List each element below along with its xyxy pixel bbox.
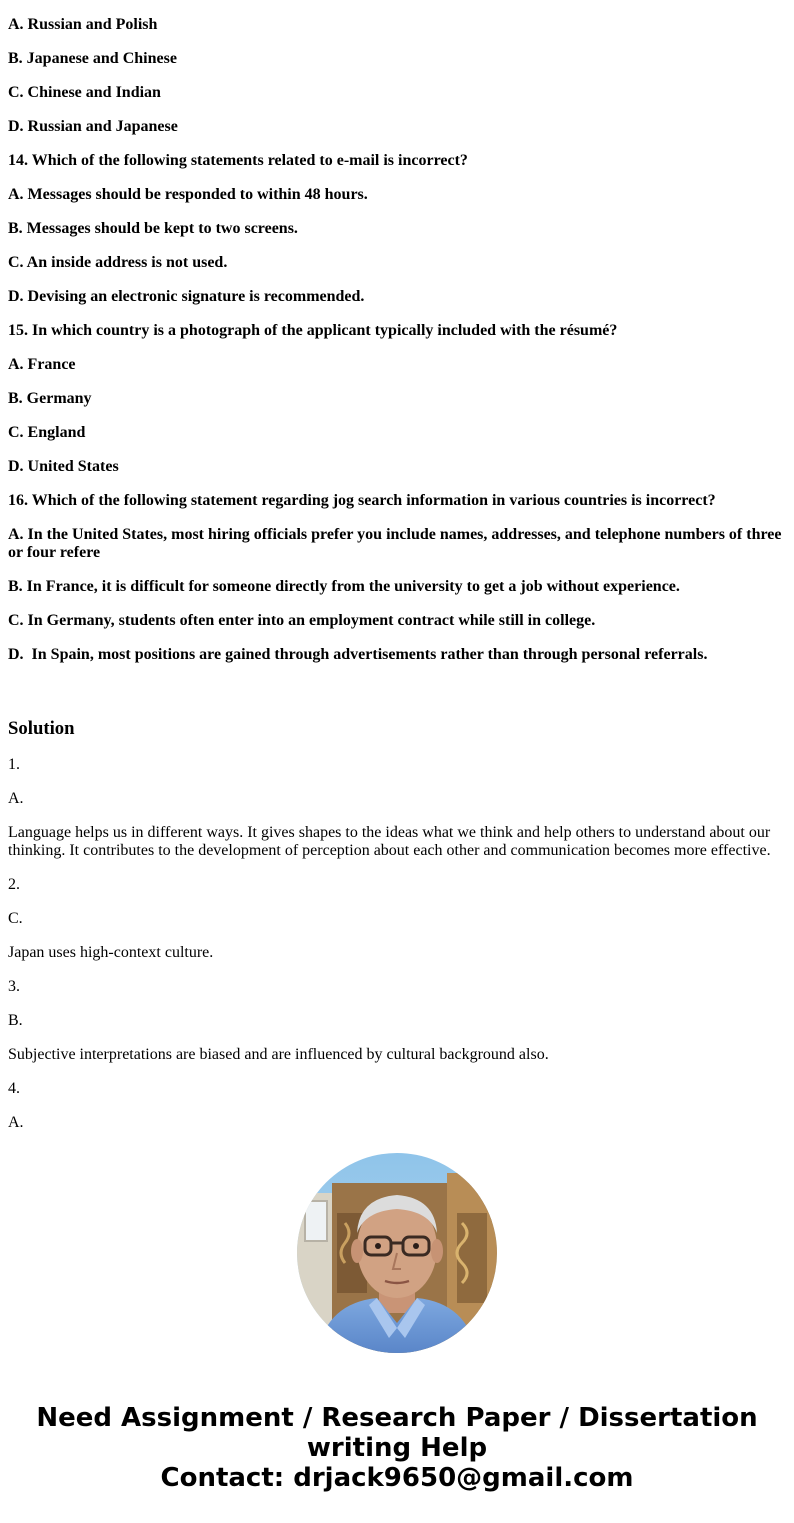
solution-line: 3. xyxy=(8,978,20,995)
question-line: D. In Spain, most positions are gained through advertisements rather than through personal referrals. xyxy=(8,646,708,663)
question-line: 14. Which of the following statements related to e-mail is incorrect? xyxy=(8,152,468,169)
question-line: A. Messages should be responded to within 48 hours. xyxy=(8,186,368,203)
question-line: 16. Which of the following statement regarding jog search information in various countries is incorrect? xyxy=(8,492,716,509)
solution-line: A. xyxy=(8,1114,24,1128)
solution-line: C. xyxy=(8,910,23,927)
document-body xyxy=(8,0,786,1128)
question-line: B. Messages should be kept to two screens. xyxy=(8,220,298,237)
solution-line: 2. xyxy=(8,876,20,893)
question-line: A. France xyxy=(8,356,76,373)
question-line: 15. In which country is a photograph of the applicant typically included with the résumé? xyxy=(8,322,618,339)
solution-line: Subjective interpretations are biased and are influenced by cultural background also. xyxy=(8,1046,549,1063)
author-portrait-illustration xyxy=(297,1153,497,1353)
solution-line: Japan uses high-context culture. xyxy=(8,944,214,961)
question-line: B. Germany xyxy=(8,390,92,407)
question-line: B. Japanese and Chinese xyxy=(8,50,177,67)
question-list xyxy=(8,16,786,664)
solution-line: A. xyxy=(8,790,24,807)
question-line: C. England xyxy=(8,424,86,441)
solution-heading: Solution xyxy=(8,718,75,739)
question-line: B. In France, it is difficult for someone directly from the university to get a job without experience. xyxy=(8,578,680,595)
author-avatar xyxy=(297,1153,497,1353)
question-line: A. In the United States, most hiring officials prefer you include names, addresses, and telephone numbers of three or four refere xyxy=(8,526,786,561)
solution-line: 1. xyxy=(8,756,20,773)
promo-line-1: Need Assignment / Research Paper / Dissertation xyxy=(36,1403,758,1433)
solution-line: 4. xyxy=(8,1080,20,1097)
question-line: D. Devising an electronic signature is recommended. xyxy=(8,288,365,305)
solution-line: Language helps us in different ways. It gives shapes to the ideas what we think and help others to understand about our thinking. It contributes to the development of perception about each other and communication becomes more effective. xyxy=(8,824,771,859)
solution-line: B. xyxy=(8,1012,23,1029)
question-line: D. Russian and Japanese xyxy=(8,118,178,135)
promo-line-2: writing Help xyxy=(306,1433,488,1463)
question-line: C. An inside address is not used. xyxy=(8,254,228,271)
solution-list xyxy=(8,756,786,1128)
question-line: D. United States xyxy=(8,458,119,475)
promo-banner xyxy=(0,1403,794,1493)
question-line: C. Chinese and Indian xyxy=(8,84,161,101)
question-line: A. Russian and Polish xyxy=(8,16,158,33)
promo-contact: Contact: drjack9650@gmail.com xyxy=(160,1463,634,1493)
question-line: C. In Germany, students often enter into an employment contract while still in college. xyxy=(8,612,596,629)
